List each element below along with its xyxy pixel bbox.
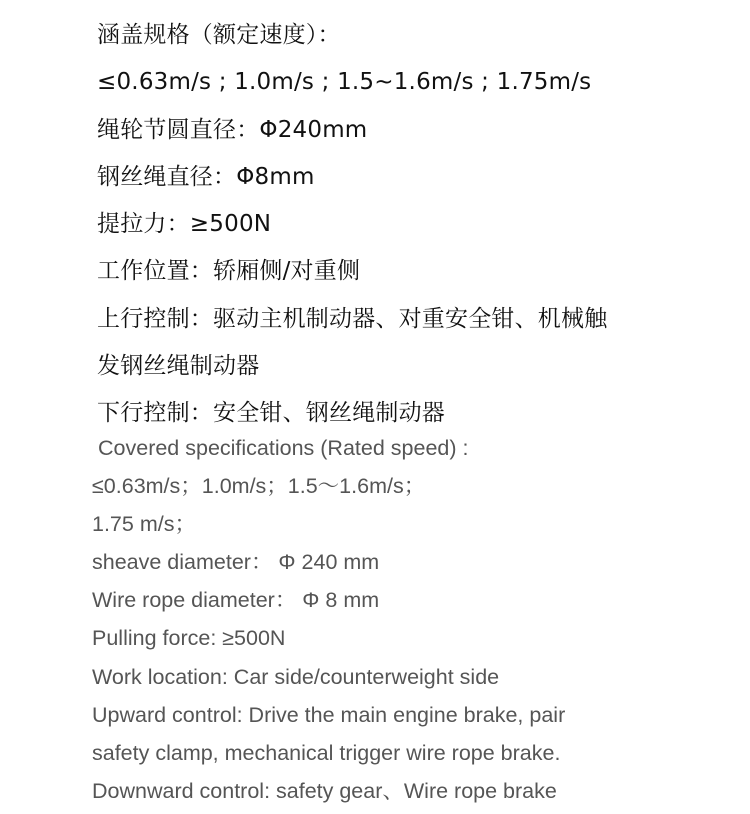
work-location-en: Work location: Car side/counterweight side [92, 664, 500, 689]
covered-specs-heading-en: Covered specifications (Rated speed) : [98, 436, 469, 460]
sheave-diameter-en: sheave diameter： Φ 240 mm [92, 550, 380, 575]
upward-control-continued-zh: 发钢丝绳制动器 [97, 353, 260, 380]
pulling-force-en: Pulling force: ≥500N [92, 626, 286, 651]
wire-rope-diameter-zh: 钢丝绳直径：Φ8mm [97, 163, 315, 190]
covered-specs-heading-zh: 涵盖规格（额定速度）： [97, 22, 341, 48]
rated-speed-values-continued-en: 1.75 m/s； [92, 512, 196, 537]
rated-speed-values-en: ≤0.63m/s；1.0m/s；1.5～1.6m/s； [92, 474, 426, 499]
downward-control-zh: 下行控制：安全钳、钢丝绳制动器 [97, 400, 445, 427]
upward-control-en: Upward control: Drive the main engine brake, pair [92, 702, 566, 727]
upward-control-zh: 上行控制：驱动主机制动器、对重安全钳、机械触 [97, 305, 608, 332]
wire-rope-diameter-en: Wire rope diameter： Φ 8 mm [92, 588, 380, 613]
work-location-zh: 工作位置：轿厢侧/对重侧 [97, 258, 361, 285]
pulling-force-zh: 提拉力：≥500N [97, 211, 272, 238]
upward-control-continued-en: safety clamp, mechanical trigger wire rope brake. [92, 740, 561, 765]
rated-speed-values-zh: ≤0.63m/s ; 1.0m/s ; 1.5~1.6m/s ; 1.75m/s [97, 69, 592, 96]
sheave-diameter-zh: 绳轮节圆直径：Φ240mm [97, 116, 368, 143]
chinese-specifications [97, 12, 737, 438]
english-specifications [92, 429, 742, 810]
downward-control-en: Downward control: safety gear、Wire rope brake [92, 778, 557, 803]
